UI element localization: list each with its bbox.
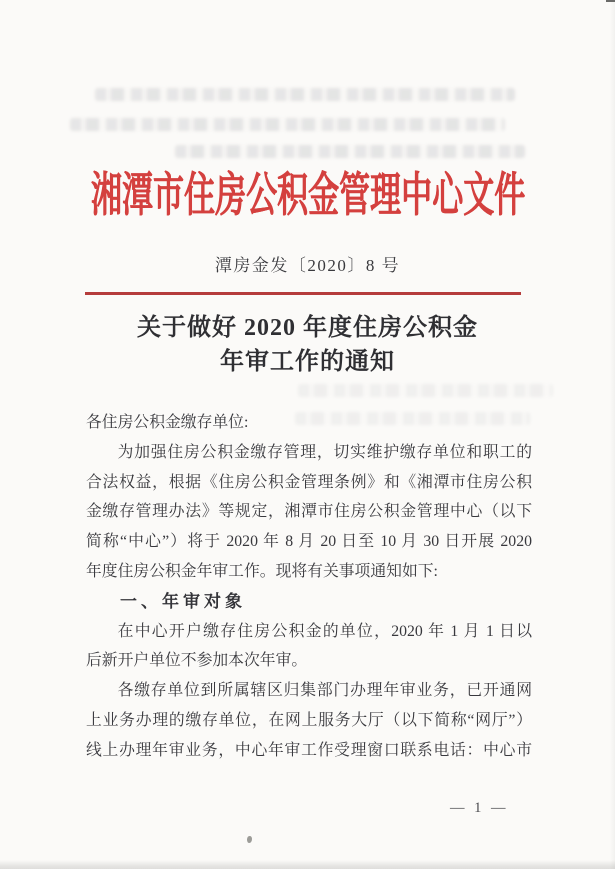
letterhead-rule <box>85 292 521 295</box>
scan-right-shadow <box>610 0 615 869</box>
body-line: 线上办理年审业务，中心年审工作受理窗口联系电话：中心市 <box>86 741 532 759</box>
document-body <box>86 408 532 766</box>
body-line: 在中心开户缴存住房公积金的单位，2020 年 1 月 1 日以 <box>117 622 532 640</box>
scan-bottom-shadow <box>0 860 615 869</box>
letterhead-title <box>0 166 615 222</box>
notice-title-line-1: 关于做好 2020 年度住房公积金 <box>137 315 478 341</box>
body-line: 金缴存管理办法》等规定，湘潭市住房公积金管理中心（以下 <box>86 503 532 521</box>
body-line: 上业务办理的缴存单位，在网上服务大厅（以下简称“网厅”） <box>86 711 532 729</box>
body-line: 简称“中心”）将于 2020 年 8 月 20 日至 10 月 30 日开展 2020 <box>86 533 532 551</box>
body-line: 年度住房公积金年审工作。现将有关事项通知如下: <box>86 562 438 580</box>
body-line: 后新开户单位不参加本次年审。 <box>86 652 308 670</box>
bleedthrough-artifact <box>70 118 505 131</box>
letterhead-title-text: 湘潭市住房公积金管理中心文件 <box>90 169 525 222</box>
page-number: — 1 — <box>450 800 509 816</box>
scan-edge-artifact <box>606 0 615 2</box>
ink-speck-artifact <box>247 836 252 843</box>
section-heading: 一、年审对象 <box>120 591 246 611</box>
bleedthrough-artifact <box>175 145 525 158</box>
notice-title <box>0 311 615 379</box>
body-line: 合法权益，根据《住房公积金管理条例》和《湘潭市住房公积 <box>86 473 532 491</box>
bleedthrough-artifact <box>298 384 553 397</box>
body-line: 为加强住房公积金缴存管理，切实维护缴存单位和职工的 <box>117 443 532 461</box>
body-line: 各住房公积金缴存单位: <box>86 414 249 431</box>
bleedthrough-artifact <box>95 88 515 101</box>
body-line: 各缴存单位到所属辖区归集部门办理年审业务，已开通网 <box>117 682 532 700</box>
document-number: 潭房金发〔2020〕8 号 <box>214 256 401 275</box>
notice-title-line-2: 年审工作的通知 <box>220 349 395 375</box>
